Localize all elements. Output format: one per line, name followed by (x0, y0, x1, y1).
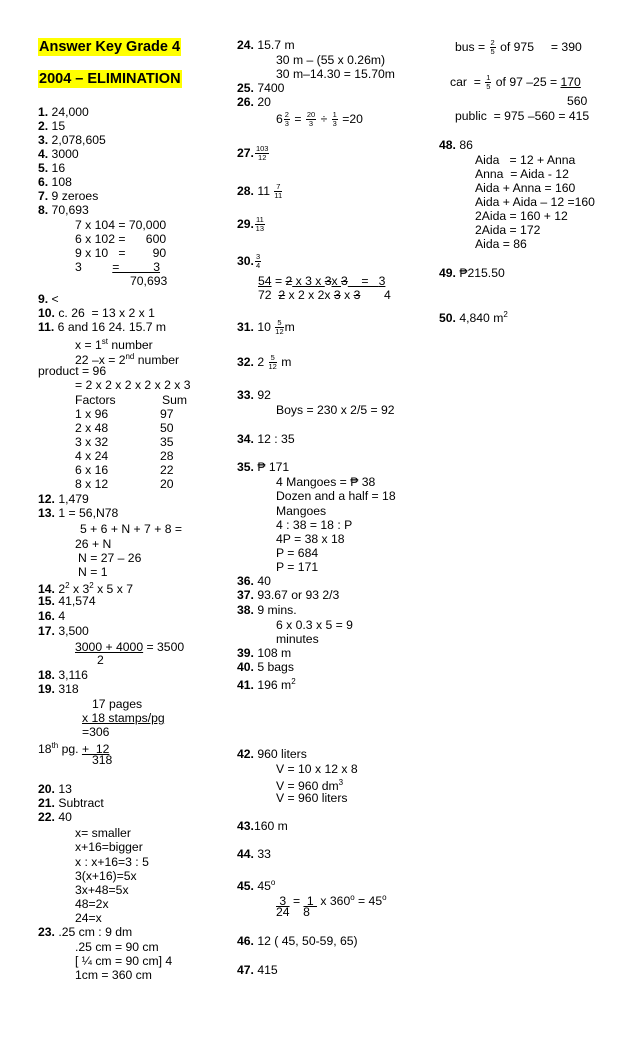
answer-33: 33. 92 (237, 388, 271, 402)
table-cell: 35 (160, 435, 174, 449)
fraction: $\frac{1}{3}$ (332, 110, 337, 129)
answer-18: 18. 3,116 (38, 668, 88, 682)
table-cell: 4 x 24 (75, 449, 109, 463)
work-line: Mangoes (276, 504, 327, 518)
work-line: 560 (567, 94, 588, 108)
table-cell: 2 x 48 (75, 421, 109, 435)
answer-25: 25. 7400 (237, 81, 285, 95)
work-line: N = 1 (78, 565, 108, 579)
fraction: $\frac{2}{5}$ (490, 38, 495, 57)
fraction: $\frac{20}{3}$ (306, 110, 316, 129)
fraction: $\frac{1}{5}$ (486, 73, 491, 92)
answer-40: 40. 5 bags (237, 660, 294, 674)
answer-14: 14. $2^2$ x $3^2$ x 5 x 7 (38, 581, 133, 597)
answer-5: 5. 16 (38, 161, 66, 175)
answer-28: 28. 11 $\frac{7}{11}$ (237, 182, 283, 201)
work-line: 30 m–14.30 = 15.70m (276, 67, 395, 81)
table-cell: 1 x 96 (75, 407, 109, 421)
work-line: =306 (82, 725, 110, 739)
page-title: Answer Key Grade 4 (39, 39, 181, 55)
work-line: x = 1st number (75, 337, 153, 353)
table-cell: 28 (160, 449, 174, 463)
work-line: P = 684 (276, 546, 319, 560)
work-line: 5 + 6 + N + 7 + 8 = (80, 522, 182, 536)
fraction: $\frac{7}{11}$ (274, 182, 283, 201)
answer-36: 36. 40 (237, 574, 271, 588)
work-line: 24 8 (276, 905, 310, 919)
work-line: x 18 stamps/pg (82, 711, 165, 725)
answer-41: 41. 196 $m^2$ (237, 677, 296, 693)
answer-20: 20. 13 (38, 782, 72, 796)
fraction: $\frac{2}{3}$ (284, 110, 289, 129)
answer-12: 12. 1,479 (38, 492, 89, 506)
table-cell: 6 x 16 (75, 463, 109, 477)
work-line: 7 x 104 = 70,000 (75, 218, 167, 232)
answer-16: 16. 4 (38, 609, 66, 623)
answer-37: 37. 93.67 or 93 2/3 (237, 588, 340, 602)
work-line: N = 27 – 26 (78, 551, 142, 565)
work-line: Boys = 230 x 2/5 = 92 (276, 403, 395, 417)
answer-44: 44. 33 (237, 847, 271, 861)
table-header: Factors (75, 393, 116, 407)
answer-45: 45. 45$^o$ (237, 878, 276, 894)
work-line: bus = $\frac{2}{5}$ of 975 = 390 (455, 38, 582, 57)
work-line: 9 x 10 = 90 (75, 246, 167, 260)
answer-4: 4. 3000 (38, 147, 79, 161)
work-line: Dozen and a half = 18 (276, 489, 396, 503)
answer-7: 7. 9 zeroes (38, 189, 99, 203)
answer-24: 24. 15.7 m (237, 38, 295, 52)
work-line: x+16=bigger (75, 840, 143, 854)
work-line: 72 2 x 2 x 2x 3 x 3 4 (258, 288, 391, 302)
answer-13: 13. 1 = 56,N78 (38, 506, 119, 520)
answer-6: 6. 108 (38, 175, 72, 189)
work-line: 22 –x = 2nd number (75, 352, 180, 368)
answer-17: 17. 3,500 (38, 624, 89, 638)
work-line: 18th pg. + 12 (38, 741, 110, 757)
table-cell: 3 x 32 (75, 435, 109, 449)
work-line: 6 $\frac{2}{3}$ = $\frac{20}{3}$ ÷ $\frac{1}{3}$ =20 (276, 110, 363, 129)
work-line: 70,693 (130, 274, 168, 288)
answer-31: 31. 10 $\frac{5}{12}$ m (237, 318, 295, 337)
work-line: Aida + Aida – 12 =160 (475, 195, 595, 209)
answer-34: 34. 12 : 35 (237, 432, 295, 446)
work-line: V = 10 x 12 x 8 (276, 762, 358, 776)
work-line: product = 96 (38, 364, 107, 378)
work-line: = 2 x 2 x 2 x 2 x 2 x 3 (75, 378, 191, 392)
work-line: 4P = 38 x 18 (276, 532, 345, 546)
work-line: 2Aida = 172 (475, 223, 541, 237)
work-line: minutes (276, 632, 319, 646)
answer-29: 29. $\frac{11}{13}$ (237, 215, 265, 234)
fraction: $\frac{5}{12}$ (275, 318, 284, 337)
answer-32: 32. 2 $\frac{5}{12}$ m (237, 353, 292, 372)
work-line: 4 : 38 = 18 : P (276, 518, 353, 532)
work-line: 48=2x (75, 897, 109, 911)
answer-27: 27. $\frac{103}{12}$ (237, 144, 269, 163)
work-line: .25 cm = 90 cm (75, 940, 159, 954)
work-line: public = 975 –560 = 415 (455, 109, 590, 123)
answer-3: 3. 2,078,605 (38, 133, 106, 147)
work-line: 3x+48=5x (75, 883, 129, 897)
work-line: 3 = 1 x $360^o = 45^o$ (276, 893, 387, 909)
work-line: 3 = 3 (75, 260, 161, 274)
answer-43: 43.160 m (237, 819, 288, 833)
work-line: 2 (97, 653, 104, 667)
work-line: Aida + Anna = 160 (475, 181, 576, 195)
work-line: [ ¼ cm = 90 cm] 4 (75, 954, 173, 968)
table-cell: 20 (160, 477, 174, 491)
answer-11: 11. 6 and 16 24. 15.7 m (38, 320, 167, 334)
work-line: x : x+16=3 : 5 (75, 855, 149, 869)
work-line: 3000 + 4000 = 3500 (75, 640, 185, 654)
fraction: $\frac{5}{12}$ (268, 353, 277, 372)
answer-2: 2. 15 (38, 119, 66, 133)
answer-1: 1. 24,000 (38, 105, 89, 119)
answer-50: 50. 4,840 $m^2$ (439, 310, 508, 326)
fraction: $\frac{103}{12}$ (255, 144, 269, 163)
answer-30: 30. $\frac{3}{4}$ (237, 252, 261, 271)
answer-49: 49. ₱215.50 (439, 266, 505, 280)
work-line: 54 = 2 x 3 x 3x 3 = 3 (258, 274, 386, 288)
answer-10: 10. c. 26 = 13 x 2 x 1 (38, 306, 155, 320)
work-line: 24=x (75, 911, 102, 925)
work-line: 6 x 0.3 x 5 = 9 (276, 618, 353, 632)
answer-38: 38. 9 mins. (237, 603, 297, 617)
work-line: 26 + N (75, 537, 112, 551)
answer-15: 15. 41,574 (38, 594, 96, 608)
work-line: P = 171 (276, 560, 319, 574)
table-cell: 97 (160, 407, 174, 421)
table-cell: 8 x 12 (75, 477, 109, 491)
work-line: 4 Mangoes = ₱ 38 (276, 475, 376, 489)
answer-47: 47. 415 (237, 963, 278, 977)
work-line: 2Aida = 160 + 12 (475, 209, 568, 223)
fraction: $\frac{11}{13}$ (255, 215, 265, 234)
work-line: Aida = 86 (475, 237, 527, 251)
work-line: car = $\frac{1}{5}$ of 97 –25 = 170 (450, 73, 581, 92)
answer-26: 26. 20 (237, 95, 271, 109)
work-line: 318 (92, 753, 113, 767)
work-line: 6 x 102 = 600 (75, 232, 167, 246)
table-cell: 50 (160, 421, 174, 435)
answer-22: 22. 40 (38, 810, 72, 824)
work-line: 3(x+16)=5x (75, 869, 137, 883)
work-line: 30 m – (55 x 0.26m) (276, 53, 386, 67)
answer-42: 42. 960 liters (237, 747, 307, 761)
answer-21: 21. Subtract (38, 796, 104, 810)
table-cell: 22 (160, 463, 174, 477)
table-header: Sum (162, 393, 188, 407)
work-line: x= smaller (75, 826, 131, 840)
answer-39: 39. 108 m (237, 646, 292, 660)
work-line: 17 pages (92, 697, 143, 711)
answer-48: 48. 86 (439, 138, 473, 152)
answer-23: 23. .25 cm : 9 dm (38, 925, 133, 939)
answer-8: 8. 70,693 (38, 203, 89, 217)
fraction: $\frac{3}{4}$ (255, 252, 261, 271)
work-line: V = 960 liters (276, 791, 348, 805)
work-line: 1cm = 360 cm (75, 968, 152, 982)
work-line: V = 960 $dm^3$ (276, 778, 344, 794)
page-subtitle: 2004 – ELIMINATION (39, 71, 181, 87)
answer-19: 19. 318 (38, 682, 79, 696)
answer-46: 46. 12 ( 45, 50-59, 65) (237, 934, 358, 948)
work-line: Aida = 12 + Anna (475, 153, 576, 167)
answer-9: 9. < (38, 292, 59, 306)
answer-35: 35. ₱ 171 (237, 460, 290, 474)
work-line: Anna = Aida - 12 (475, 167, 569, 181)
